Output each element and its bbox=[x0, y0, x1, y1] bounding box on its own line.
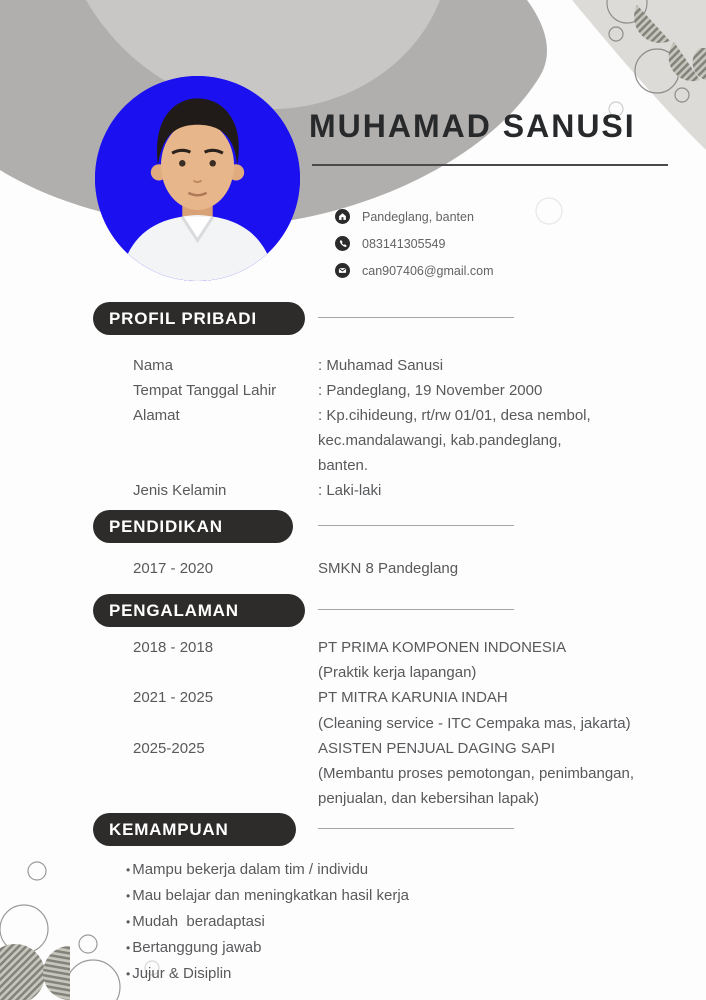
experience-entry bbox=[133, 736, 699, 812]
field-label: Tempat Tanggal Lahir bbox=[133, 382, 277, 399]
entry-detail bbox=[318, 736, 699, 812]
skill-item bbox=[126, 857, 686, 883]
section-title-kemampuan: KEMAMPUAN bbox=[93, 813, 296, 846]
field-label: Jenis Kelamin bbox=[133, 482, 227, 499]
name-underline bbox=[312, 164, 668, 166]
entry-line: PT MITRA KARUNIA INDAH bbox=[318, 689, 508, 707]
person-name: MUHAMAD SANUSI bbox=[309, 108, 636, 144]
bullet-point: • bbox=[126, 863, 131, 877]
education-entry bbox=[133, 556, 699, 581]
skill-text: Mudah beradaptasi bbox=[132, 913, 265, 930]
skills-list bbox=[126, 857, 686, 987]
contact-email bbox=[335, 263, 494, 278]
portrait-eye-left bbox=[179, 160, 185, 166]
entry-period: 2018 - 2018 bbox=[133, 639, 214, 656]
skill-item bbox=[126, 883, 686, 909]
skill-text: Jujur & Disiplin bbox=[132, 965, 232, 982]
entry-line: ASISTEN PENJUAL DAGING SAPI bbox=[318, 739, 556, 757]
portrait-eye-right bbox=[209, 160, 215, 166]
profil-fields bbox=[133, 353, 699, 503]
field-value-line: kec.mandalawangi, kab.pandeglang, bbox=[318, 432, 562, 449]
experience-entries bbox=[133, 635, 699, 811]
person-portrait bbox=[95, 76, 300, 281]
entry-detail bbox=[318, 635, 699, 685]
field-label: Alamat bbox=[133, 407, 180, 424]
section-title-pengalaman: PENGALAMAN bbox=[93, 594, 305, 627]
phone-icon bbox=[335, 236, 350, 251]
section-divider bbox=[318, 609, 514, 610]
field-value bbox=[318, 403, 699, 478]
skill-item bbox=[126, 935, 686, 961]
section-title-profil-pribadi: PROFIL PRIBADI bbox=[93, 302, 305, 335]
bullet-point: • bbox=[126, 941, 131, 955]
entry-line: (Membantu proses pemotongan, penimbangan, bbox=[318, 765, 635, 783]
entry-line: (Cleaning service - ITC Cempaka mas, jakarta) bbox=[318, 714, 631, 732]
bullet-point: • bbox=[126, 889, 131, 903]
skill-text: Mau belajar dan meningkatkan hasil kerja bbox=[132, 887, 410, 904]
contact-text: Pandeglang, banten bbox=[362, 209, 474, 224]
contact-phone bbox=[335, 236, 494, 251]
education-entries bbox=[133, 556, 699, 581]
entry-line: penjualan, dan kebersihan lapak) bbox=[318, 790, 539, 808]
striped-fan-corner bbox=[0, 944, 45, 1000]
email-icon bbox=[335, 263, 350, 278]
entry-line: PT PRIMA KOMPONEN INDONESIA bbox=[318, 639, 567, 656]
profile-photo bbox=[95, 76, 300, 281]
entry-detail bbox=[318, 556, 699, 581]
field-value-line: : Kp.cihideung, rt/rw 01/01, desa nembol, bbox=[318, 407, 591, 424]
experience-entry bbox=[133, 635, 699, 685]
section-divider bbox=[318, 828, 514, 829]
field-row-jenis-kelamin bbox=[133, 478, 699, 503]
bullet-point: • bbox=[126, 915, 131, 929]
contact-list bbox=[335, 209, 494, 278]
section-divider bbox=[318, 525, 514, 526]
skill-text: Bertanggung jawab bbox=[132, 939, 262, 956]
skill-text: Mampu bekerja dalam tim / individu bbox=[132, 861, 369, 878]
location-icon bbox=[335, 209, 350, 224]
field-row-nama bbox=[133, 353, 699, 378]
bullet-point: • bbox=[126, 967, 131, 981]
contact-location bbox=[335, 209, 494, 224]
contact-text: 083141305549 bbox=[362, 236, 446, 251]
skill-item bbox=[126, 909, 686, 935]
section-divider bbox=[318, 317, 514, 318]
section-title-pendidikan: PENDIDIKAN bbox=[93, 510, 293, 543]
field-value: : Laki-laki bbox=[318, 482, 382, 499]
experience-entry bbox=[133, 685, 699, 735]
entry-line: (Praktik kerja lapangan) bbox=[318, 664, 477, 682]
entry-detail bbox=[318, 685, 699, 735]
field-value-line: banten. bbox=[318, 457, 369, 474]
field-value: : Pandeglang, 19 November 2000 bbox=[318, 382, 543, 399]
entry-period: 2017 - 2020 bbox=[133, 560, 214, 577]
entry-line: SMKN 8 Pandeglang bbox=[318, 560, 459, 577]
skill-item bbox=[126, 961, 686, 987]
field-row-alamat bbox=[133, 403, 699, 478]
entry-period: 2021 - 2025 bbox=[133, 689, 214, 707]
field-value: : Muhamad Sanusi bbox=[318, 357, 444, 374]
field-label: Nama bbox=[133, 357, 174, 374]
portrait-face bbox=[161, 121, 234, 210]
entry-period: 2025-2025 bbox=[133, 739, 205, 757]
field-row-tempat-tanggal-lahir bbox=[133, 378, 699, 403]
contact-text: can907406@gmail.com bbox=[362, 263, 494, 278]
striped-halfdisc-bottom bbox=[43, 946, 70, 1000]
